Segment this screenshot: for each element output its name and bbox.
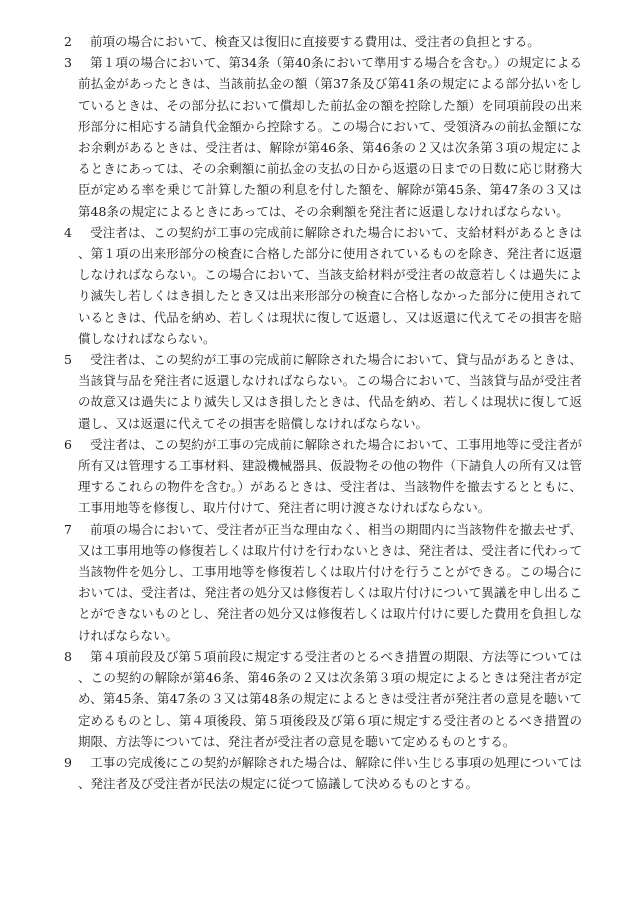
- paragraph-number: 2: [64, 34, 72, 49]
- paragraph-5: [64, 349, 582, 434]
- paragraph-number: 9: [64, 754, 72, 770]
- paragraph-number: 4: [64, 224, 72, 240]
- paragraph-text: 第４項前段及び第５項前段に規定する受注者のとるべき措置の期限、方法等については、この契約の解除が第46条、第46条の２又は次条第３項の規定によるときは発注者が定め、第45条、第47条の３又は第48条の規定によるときは受注者が発注者の意見を聴いて定めるものとし、第４項後段、第５項後段及び第６項に規定する受注者のとるべき措置の期限、方法等については、発注者が受注者の意見を聴いて定めるものとする。: [78, 648, 582, 749]
- paragraph-text: 受注者は、この契約が工事の完成前に解除された場合において、工事用地等に受注者が所有又は管理する工事材料、建設機械器具、仮設物その他の物件（下請負人の所有又は管理するこれらの物件を含む。）があるときは、受注者は、当該物件を撤去するとともに、工事用地等を修復し、取片付けて、発注者に明け渡さなければならない。: [78, 436, 582, 516]
- paragraph-text: 受注者は、この契約が工事の完成前に解除された場合において、支給材料があるときは、第１項の出来形部分の検査に合格した部分に使用されているものを除き、発注者に返還しなければならない。この場合において、当該支給材料が受注者の故意若しくは過失により滅失し若しくはき損したとき又は出来形部分の検査に合格しなかった部分に使用されているときは、代品を納め、若しくは現状に復して返還し、又は返還に代えてその損害を賠償しなければならない。: [78, 224, 582, 346]
- paragraph-number: 6: [64, 436, 72, 452]
- paragraph-2: [64, 31, 582, 52]
- paragraph-text: 工事の完成後にこの契約が解除された場合は、解除に伴い生じる事項の処理については、発注者及び受注者が民法の規定に従つて協議して決めるものとする。: [78, 754, 582, 792]
- paragraph-number: 3: [64, 55, 72, 71]
- paragraph-9: [64, 752, 582, 794]
- paragraph-7: [64, 519, 582, 646]
- document-page: [64, 31, 582, 794]
- paragraph-number: 7: [64, 521, 72, 537]
- paragraph-text: 前項の場合において、受注者が正当な理由なく、相当の期間内に当該物件を撤去せず、又は工事用地等の修復若しくは取片付けを行わないときは、発注者は、受注者に代わって当該物件を処分し、工事用地等を修復若しくは取片付けを行うことができる。この場合においては、受注者は、発注者の処分又は修復若しくは取片付けについて異議を申し出ることができないものとし、発注者の処分又は修復若しくは取片付けに要した費用を負担しなければならない。: [78, 521, 582, 643]
- paragraph-8: [64, 646, 582, 752]
- paragraph-6: [64, 434, 582, 519]
- paragraph-number: 5: [64, 352, 72, 368]
- paragraph-number: 8: [64, 648, 72, 664]
- paragraph-4: [64, 222, 582, 349]
- paragraph-3: [64, 52, 582, 222]
- paragraph-text: 受注者は、この契約が工事の完成前に解除された場合において、貸与品があるときは、当該貸与品を発注者に返還しなければならない。この場合において、当該貸与品が受注者の故意又は過失により滅失し又はき損したときは、代品を納め、若しくは現状に復して返還し、又は返還に代えてその損害を賠償しなければならない。: [78, 352, 582, 431]
- paragraph-text: 第１項の場合において、第34条（第40条において準用する場合を含む。）の規定による前払金があったときは、当該前払金の額（第37条及び第41条の規定による部分払いをしているときは、その部分払において償却した前払金の額を控除した額）を同項前段の出来形部分に相応する請負代金額から控除する。この場合において、受領済みの前払金額になお余剰があるときは、受注者は、解除が第46条、第46条の２又は次条第３項の規定によるときにあっては、その余剰額に前払金の支払の日から返還の日までの日数に応じ財務大臣が定める率を乗じて計算した額の利息を付した額を、解除が第45条、第47条の３又は第48条の規定によるときにあっては、その余剰額を発注者に返還しなければならない。: [78, 55, 582, 219]
- paragraph-text: 前項の場合において、検査又は復旧に直接要する費用は、受注者の負担とする。: [90, 34, 540, 49]
